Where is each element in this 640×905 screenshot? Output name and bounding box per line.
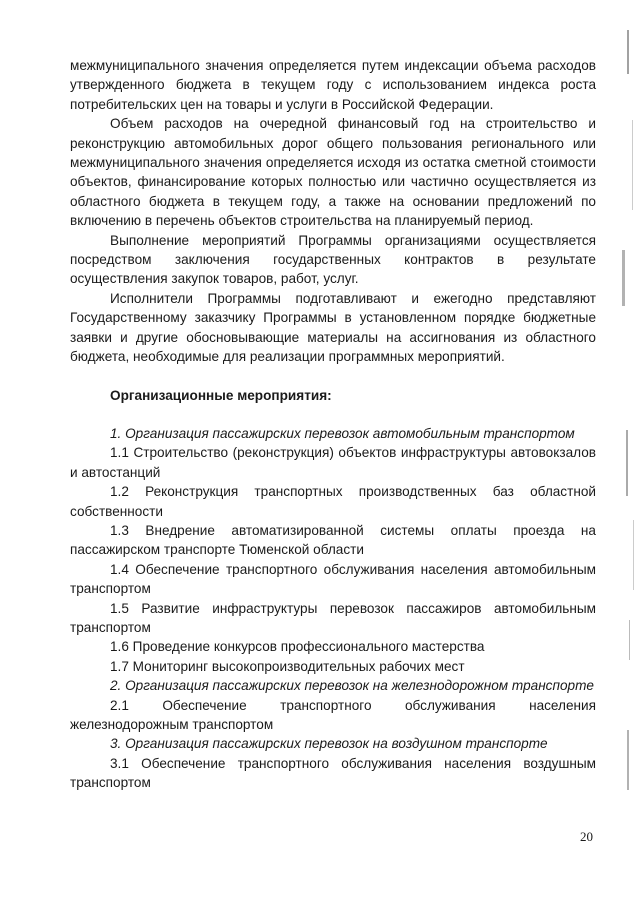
page-number: 20 (580, 829, 593, 844)
list-item: 3.1 Обеспечение транспортного обслуживания населения воздушным транспортом (70, 755, 596, 791)
scan-artifact (626, 430, 628, 496)
list-item: 1.2 Реконструкция транспортных производственных баз областной собственности (70, 484, 596, 519)
list-item-section-2: 2. Организация пассажирских перевозок на железнодорожном транспорте (110, 678, 594, 694)
body-text (70, 56, 596, 793)
paragraph-expense-volume: Объем расходов на очередной финансовый год на строительство и реконструкцию автомобильных дорог общего пользования регионального или межмуниципального значения определяется исходя из остатка сметной стоимости объектов, финансирование которых полностью или частично осуществляется из областного бюджета в текущем году, а также на основании предложений по включению в перечень объектов строительства на планируемый период. (70, 116, 596, 229)
scan-artifact (633, 520, 634, 590)
scan-artifact (627, 730, 629, 790)
list-item: 1.7 Мониторинг высокопроизводительных рабочих мест (110, 658, 465, 674)
list-item: 1.1 Строительство (реконструкция) объектов инфраструктуры автовокзалов и автостанций (70, 445, 596, 480)
list-item: 2.1 Обеспечение транспортного обслуживания населения железнодорожным транспортом (70, 697, 596, 732)
list-item: 1.6 Проведение конкурсов профессионального мастерства (110, 639, 485, 655)
list-item: 1.4 Обеспечение транспортного обслуживания населения автомобильным транспортом (70, 561, 596, 597)
list-item: 1.3 Внедрение автоматизированной системы оплаты проезда на пассажирском транспорте Тюменской области (70, 522, 596, 558)
scan-artifact (622, 250, 625, 306)
section-heading: Организационные мероприятия: (110, 387, 332, 403)
scan-artifact (629, 620, 630, 660)
list-item-section-3: 3. Организация пассажирских перевозок на воздушном транспорте (110, 736, 548, 752)
list-item: 1.5 Развитие инфраструктуры перевозок пассажиров автомобильным транспортом (70, 600, 596, 635)
paragraph-program-execution: Выполнение мероприятий Программы организациями осуществляется посредством заключения государственных контрактов в результате осуществления закупок товаров, работ, услуг. (70, 232, 596, 287)
paragraph-program-executors: Исполнители Программы подготавливают и ежегодно представляют Государственному заказчику Программы в установленном порядке бюджетные заявки и другие обосновывающие материалы на ассигнования из областного бюджета, необходимые для реализации программных мероприятий. (70, 290, 596, 365)
scan-artifact (632, 120, 633, 210)
scan-artifact (627, 30, 629, 74)
paragraph-continuation: межмуниципального значения определяется путем индексации объема расходов утвержденного бюджета в текущем году с использованием индекса роста потребительских цен на товары и услуги в Российской Федерации. (70, 58, 596, 112)
list-item-section-1: 1. Организация пассажирских перевозок автомобильным транспортом (110, 425, 575, 441)
